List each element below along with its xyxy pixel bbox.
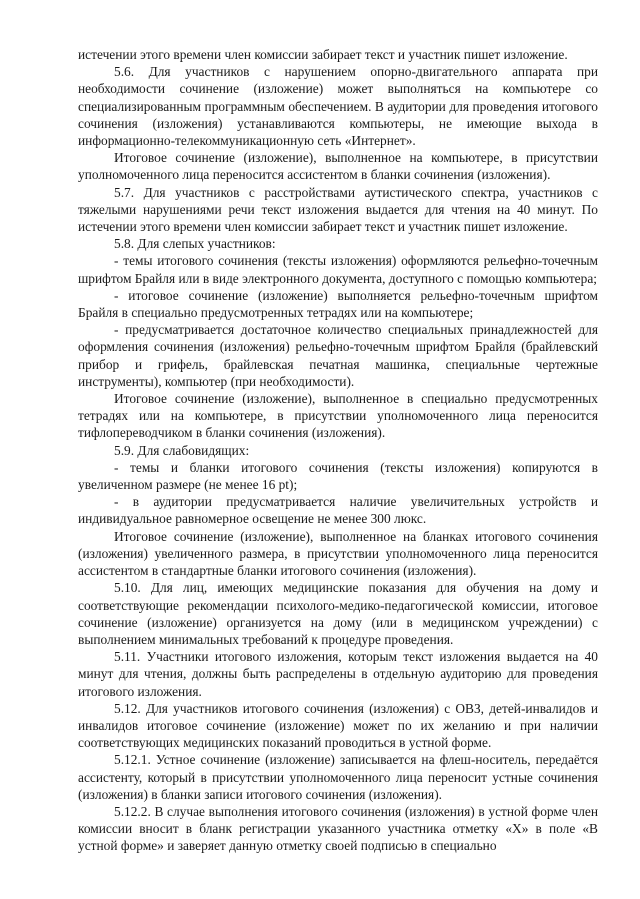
paragraph-5-10: 5.10. Для лиц, имеющих медицинские показания для обучения на дому и соответствующие рекомендации психолого-медико-педагогической комиссии, итоговое сочинение (изложение) организуется на дому (или в медицинском учреждении) с выполнением минимальных требований к процедуре проведения.	[78, 580, 598, 647]
paragraph-5-6-computer: Итоговое сочинение (изложение), выполненное на компьютере, в присутствии уполномоченного лица переносится ассистентом в бланки сочинения (изложения).	[78, 150, 598, 183]
paragraph-5-8-transfer: Итоговое сочинение (изложение), выполненное в специально предусмотренных тетрадях или на компьютере, в присутствии уполномоченного лица переносится тифлопереводчиком в бланки сочинения (изложения).	[78, 391, 598, 441]
paragraph-5-12: 5.12. Для участников итогового сочинения (изложения) с ОВЗ, детей-инвалидов и инвалидов итоговое сочинение (изложение) может по их желанию и при наличии соответствующих медицинских показаний проводиться в устной форме.	[78, 700, 598, 751]
list-item-enlarged-forms: - темы и бланки итогового сочинения (тексты изложения) копируются в увеличенном размере (не менее 16 pt);	[78, 459, 598, 493]
paragraph-5-9-transfer: Итоговое сочинение (изложение), выполненное на бланках итогового сочинения (изложения) увеличенного размера, в присутствии уполномоченного лица переносится ассистентом в стандартные бланки итогового сочинения (изложения).	[78, 528, 598, 579]
paragraph-5-8: 5.8. Для слепых участников:	[114, 236, 276, 252]
list-item-braille-supplies: - предусматривается достаточное количество специальных принадлежностей для оформления сочинения (изложения) рельефно-точечным шрифтом Брайля (брайлевский прибор и грифель, брайлевская печатная машинка, специальные чертежные инструменты), компьютер (при необходимости).	[78, 322, 598, 389]
paragraph-5-7: 5.7. Для участников с расстройствами аутистического спектра, участников с тяжелыми нарушениями речи текст изложения выдается для чтения на 40 минут. По истечении этого времени член комиссии забирает текст и участник пишет изложение.	[78, 184, 598, 235]
list-item-braille-writing: - итоговое сочинение (изложение) выполняется рельефно-точечным шрифтом Брайля в специально предусмотренных тетрадях или на компьютере;	[78, 287, 598, 321]
document-page	[78, 46, 598, 855]
list-item-braille-themes: - темы итогового сочинения (тексты изложения) оформляются рельефно-точечным шрифтом Брайля или в виде электронного документа, доступного с помощью компьютера;	[78, 253, 598, 286]
paragraph-5-12-1: 5.12.1. Устное сочинение (изложение) записывается на флеш-носитель, передаётся ассистенту, который в присутствии уполномоченного лица переносит устные сочинения (изложения) в бланки записи итогового сочинения (изложения).	[78, 752, 598, 802]
paragraph-5-11: 5.11. Участники итогового изложения, которым текст изложения выдается на 40 минут для чтения, должны быть распределены в отдельную аудиторию для проведения итогового изложения.	[78, 649, 598, 699]
paragraph-5-9: 5.9. Для слабовидящих:	[114, 442, 250, 458]
paragraph-continuation: истечении этого времени член комиссии забирает текст и участник пишет изложение.	[78, 47, 568, 62]
paragraph-5-6: 5.6. Для участников с нарушением опорно-двигательного аппарата при необходимости сочинение (изложение) может выполняться на компьютере со специализированным программным обеспечением. В аудитории для проведения итогового сочинения (изложения) устанавливаются компьютеры, не имеющие выхода в информационно-телекоммуникационную сеть «Интернет».	[78, 64, 598, 149]
list-item-magnifiers: - в аудитории предусматривается наличие увеличительных устройств и индивидуальное равномерное освещение не менее 300 люкс.	[78, 494, 598, 527]
paragraph-5-12-2: 5.12.2. В случае выполнения итогового сочинения (изложения) в устной форме член комиссии вносит в бланк регистрации указанного участника отметку «Х» в поле «В устной форме» и заверяет данную отметку своей подписью в специально	[78, 803, 598, 854]
